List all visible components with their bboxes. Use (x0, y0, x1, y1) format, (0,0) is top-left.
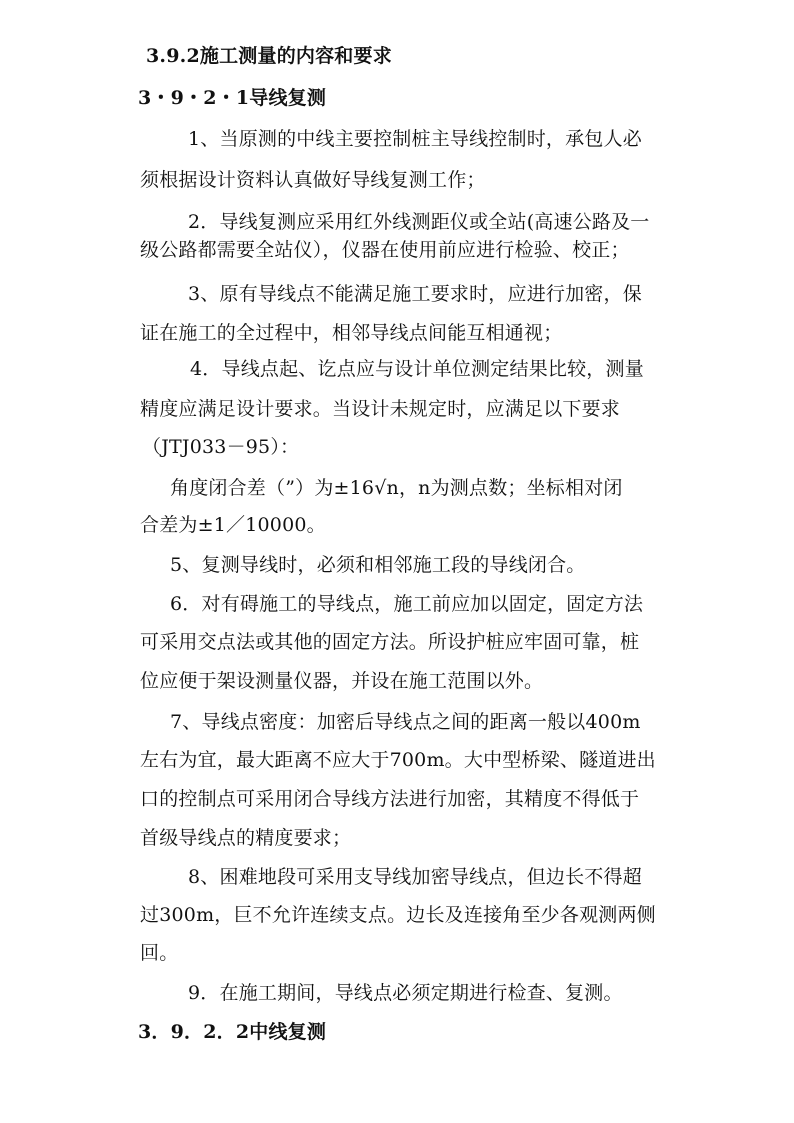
paragraph-1-line-1: 1、当原测的中线主要控制桩主导线控制时，承包人必 (188, 128, 642, 150)
paragraph-4-line-3: （JTJ033－95）： (142, 436, 300, 458)
paragraph-1-line-2: 须根据设计资料认真做好导线复测工作； (140, 169, 486, 191)
paragraph-9-line-1: 9．在施工期间，导线点必须定期进行检查、复测。 (188, 982, 623, 1004)
paragraph-7-line-1: 7、导线点密度：加密后导线点之间的距离一般以400m (170, 711, 641, 733)
paragraph-4b-line-2: 合差为±1／10000。 (140, 514, 326, 536)
paragraph-5-line-1: 5、复测导线时，必须和相邻施工段的导线闭合。 (170, 554, 586, 576)
paragraph-6-line-2: 可采用交点法或其他的固定方法。所设护桩应牢固可靠，桩 (140, 631, 640, 653)
paragraph-8-line-1: 8、困难地段可采用支导线加密导线点，但边长不得超 (188, 866, 642, 888)
paragraph-6-line-1: 6．对有碍施工的导线点，施工前应加以固定，固定方法 (170, 593, 644, 615)
paragraph-3-line-2: 证在施工的全过程中，相邻导线点间能互相通视； (140, 322, 563, 344)
paragraph-4-line-2: 精度应满足设计要求。当设计未规定时，应满足以下要求 (140, 398, 621, 420)
paragraph-4-line-1: 4．导线点起、讫点应与设计单位测定结果比较，测量 (190, 358, 644, 380)
paragraph-8-line-2: 过300m，巨不允许连续支点。边长及连接角至少各观测两侧 (140, 904, 656, 926)
subsection-heading-3-9-2-1: 3・9・2・1导线复测 (138, 87, 327, 109)
paragraph-2-line-1: 2．导线复测应采用红外线测距仪或全站(高速公路及一 (188, 211, 650, 233)
paragraph-6-line-3: 位应便于架设测量仪器，并设在施工范围以外。 (140, 670, 544, 692)
paragraph-7-line-2: 左右为宜，最大距离不应大于700m。大中型桥梁、隧道进出 (140, 749, 656, 771)
paragraph-8-line-3: 回。 (140, 942, 179, 964)
paragraph-7-line-4: 首级导线点的精度要求； (140, 827, 352, 849)
paragraph-7-line-3: 口的控制点可采用闭合导线方法进行加密，其精度不得低于 (140, 788, 640, 810)
paragraph-4b-line-1: 角度闭合差（”）为±16√n，n为测点数；坐标相对闭 (170, 477, 623, 499)
subsection-heading-3-9-2-2: 3．9．2．2中线复测 (138, 1021, 327, 1043)
paragraph-2-line-2: 级公路都需要全站仪），仪器在使用前应进行检验、校正； (140, 239, 630, 261)
paragraph-3-line-1: 3、原有导线点不能满足施工要求时，应进行加密，保 (188, 283, 642, 305)
section-heading-3-9-2: 3.9.2施工测量的内容和要求 (146, 45, 392, 67)
